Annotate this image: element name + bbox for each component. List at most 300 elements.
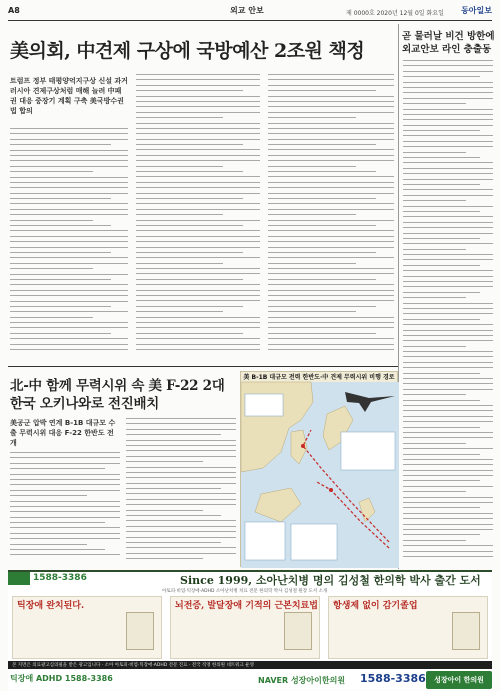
text-line bbox=[403, 157, 480, 158]
text-line bbox=[10, 257, 128, 258]
text-line bbox=[403, 513, 493, 514]
ad-book2-title: 뇌전증, 발달장애 기적의 근본치료법 bbox=[175, 601, 318, 611]
text-line bbox=[403, 270, 493, 271]
text-line bbox=[126, 537, 236, 538]
text-line bbox=[403, 162, 493, 163]
text-line bbox=[403, 130, 480, 131]
text-line bbox=[403, 454, 480, 455]
text-line bbox=[268, 252, 376, 253]
text-line bbox=[136, 290, 260, 291]
text-line bbox=[403, 427, 480, 428]
text-line bbox=[403, 119, 493, 120]
text-line bbox=[10, 527, 120, 528]
flight-route-map bbox=[240, 371, 398, 567]
text-line bbox=[403, 222, 493, 223]
text-line bbox=[10, 133, 128, 134]
text-line bbox=[136, 79, 260, 80]
text-line bbox=[136, 160, 260, 161]
text-line bbox=[268, 139, 394, 140]
text-line bbox=[268, 133, 394, 134]
text-line bbox=[136, 214, 223, 215]
text-line bbox=[10, 344, 128, 345]
text-line bbox=[126, 472, 236, 473]
ad-headline: Since 1999, 소아난치병 명의 김성철 한의학 박사 출간 도서 bbox=[180, 574, 481, 587]
text-line bbox=[268, 257, 394, 258]
text-line bbox=[403, 421, 493, 422]
text-line bbox=[136, 74, 260, 75]
text-line bbox=[403, 281, 493, 282]
text-line bbox=[403, 507, 480, 508]
text-line bbox=[268, 193, 394, 194]
text-line bbox=[10, 533, 120, 534]
text-line bbox=[10, 327, 128, 328]
text-line bbox=[403, 195, 493, 196]
text-line bbox=[10, 463, 120, 464]
text-line bbox=[403, 340, 493, 341]
text-line bbox=[136, 209, 260, 210]
text-line bbox=[268, 160, 394, 161]
text-line bbox=[403, 179, 493, 180]
text-line bbox=[268, 117, 356, 118]
text-line bbox=[268, 123, 394, 124]
map-title: 美 B-1B 대규모 전력 한반도·中 견제 무력시위 비행 경로 bbox=[243, 374, 395, 381]
text-line bbox=[126, 542, 221, 543]
text-line bbox=[126, 515, 221, 516]
text-line bbox=[403, 448, 493, 449]
text-line bbox=[268, 327, 394, 328]
text-line bbox=[10, 333, 111, 334]
text-line bbox=[403, 276, 493, 277]
ad-phone-c: 1588-3386 bbox=[360, 672, 426, 685]
text-line bbox=[268, 85, 394, 86]
column-body bbox=[403, 60, 493, 563]
text-line bbox=[268, 263, 356, 264]
text-line bbox=[10, 203, 128, 204]
text-line bbox=[10, 214, 128, 215]
text-line bbox=[268, 295, 394, 296]
text-line bbox=[10, 474, 120, 475]
text-line bbox=[136, 344, 260, 345]
text-line bbox=[403, 103, 466, 104]
text-line bbox=[10, 182, 128, 183]
text-line bbox=[10, 241, 128, 242]
text-line bbox=[136, 139, 260, 140]
text-line bbox=[403, 416, 493, 417]
text-line bbox=[10, 522, 105, 523]
text-line bbox=[126, 553, 236, 554]
text-line bbox=[136, 182, 260, 183]
text-line bbox=[10, 495, 87, 496]
text-line bbox=[403, 351, 493, 352]
text-line bbox=[136, 327, 260, 328]
book1-cover-image bbox=[126, 612, 154, 650]
ad-footer bbox=[8, 670, 492, 690]
text-line bbox=[136, 230, 260, 231]
text-line bbox=[136, 220, 260, 221]
text-line bbox=[10, 155, 128, 156]
text-line bbox=[268, 317, 394, 318]
text-line bbox=[403, 200, 466, 201]
text-line bbox=[403, 464, 493, 465]
text-line bbox=[403, 114, 493, 115]
issue-info: 제 0000호 2020년 12월 0일 화요일 bbox=[346, 10, 444, 17]
text-line bbox=[403, 529, 493, 530]
ad-book3-title: 항생제 없이 감기졸업 bbox=[333, 601, 418, 611]
text-line bbox=[403, 227, 493, 228]
text-line bbox=[268, 311, 356, 312]
text-line bbox=[268, 322, 394, 323]
text-line bbox=[10, 338, 128, 339]
text-line bbox=[10, 166, 128, 167]
text-line bbox=[126, 429, 236, 430]
text-line bbox=[268, 128, 394, 129]
text-line bbox=[136, 128, 260, 129]
ad-phone-top: 1588-3386 bbox=[33, 573, 87, 583]
text-line bbox=[403, 475, 493, 476]
text-line bbox=[10, 177, 128, 178]
text-line bbox=[126, 461, 203, 462]
text-line bbox=[403, 518, 493, 519]
text-line bbox=[10, 306, 111, 307]
text-line bbox=[268, 187, 394, 188]
text-line bbox=[10, 279, 111, 280]
text-line bbox=[10, 457, 120, 458]
text-line bbox=[403, 141, 493, 142]
text-line bbox=[10, 128, 128, 129]
text-line bbox=[136, 117, 223, 118]
text-line bbox=[10, 225, 111, 226]
article2-subhead: 美공군 압박 연계 B-1B 대규모 수출 무력시위 대응 F-22 한반도 전개 bbox=[10, 419, 116, 447]
page-number: A8 bbox=[8, 6, 20, 15]
text-line bbox=[403, 383, 493, 384]
text-line bbox=[136, 203, 260, 204]
text-line bbox=[403, 556, 493, 557]
text-line bbox=[403, 545, 493, 546]
text-line bbox=[403, 308, 493, 309]
text-line bbox=[403, 152, 466, 153]
text-line bbox=[268, 198, 376, 199]
text-line bbox=[136, 198, 243, 199]
text-line bbox=[10, 554, 120, 555]
ad-badge bbox=[8, 572, 30, 585]
text-line bbox=[126, 423, 236, 424]
ad-search-hint: NAVER 성장아이한의원 bbox=[258, 676, 346, 685]
clinic-logo: 성장아이 한의원 bbox=[426, 671, 492, 689]
book2-cover-image bbox=[284, 612, 312, 650]
text-line bbox=[403, 459, 493, 460]
text-line bbox=[136, 268, 260, 269]
text-line bbox=[10, 301, 128, 302]
text-line bbox=[403, 319, 480, 320]
text-line bbox=[10, 317, 93, 318]
page-header bbox=[8, 4, 492, 18]
text-line bbox=[403, 189, 493, 190]
text-line bbox=[268, 230, 394, 231]
text-line bbox=[136, 106, 260, 107]
text-line bbox=[268, 182, 394, 183]
text-line bbox=[268, 74, 394, 75]
text-line bbox=[403, 502, 493, 503]
text-line bbox=[10, 150, 128, 151]
article1-subhead: 트럼프 정부 태평양억지구상 신설 과거 러시아 견제구상처럼 매해 늘려 中패권 대응 중장기 계획 구축 美국방수권법 합의 bbox=[10, 77, 128, 115]
text-line bbox=[136, 333, 243, 334]
section-name: 외교 안보 bbox=[230, 6, 264, 15]
text-line bbox=[268, 166, 356, 167]
section-rule bbox=[8, 366, 398, 367]
text-line bbox=[403, 480, 480, 481]
text-line bbox=[126, 510, 203, 511]
text-line bbox=[403, 394, 466, 395]
text-line bbox=[403, 146, 493, 147]
text-line bbox=[136, 317, 260, 318]
text-line bbox=[268, 236, 394, 237]
text-line bbox=[403, 437, 493, 438]
text-line bbox=[403, 410, 493, 411]
text-line bbox=[136, 322, 260, 323]
text-line bbox=[403, 98, 493, 99]
ad-subline: 아토피·비염·틱장애·ADHD 소아난치병 치료 전문 한의학 박사 김성철 원장 도서 소개 bbox=[162, 589, 328, 594]
map-graphic bbox=[241, 372, 399, 568]
text-line bbox=[126, 445, 236, 446]
text-line bbox=[403, 259, 493, 260]
text-line bbox=[403, 233, 493, 234]
article1-headline: 美의회, 中견제 구상에 국방예산 2조원 책정 bbox=[10, 40, 365, 62]
text-line bbox=[136, 133, 260, 134]
ad-disclaimer-text: 본 지면은 의료광고심의필을 받은 광고입니다 · 소아 아토피·비염·틱장애·ADHD 전문 진료 · 전국 직영 한의원 네트워크 운영 bbox=[12, 663, 254, 668]
text-line bbox=[403, 389, 493, 390]
text-line bbox=[126, 418, 236, 419]
text-line bbox=[10, 490, 120, 491]
text-line bbox=[10, 511, 120, 512]
text-line bbox=[10, 501, 120, 502]
text-line bbox=[126, 558, 203, 559]
text-line bbox=[403, 324, 493, 325]
text-line bbox=[136, 295, 260, 296]
text-line bbox=[10, 538, 120, 539]
text-line bbox=[136, 349, 260, 350]
text-line bbox=[10, 549, 105, 550]
text-line bbox=[136, 257, 260, 258]
text-line bbox=[268, 101, 394, 102]
text-line bbox=[268, 338, 394, 339]
text-line bbox=[403, 551, 493, 552]
text-line bbox=[10, 236, 128, 237]
text-line bbox=[268, 344, 394, 345]
text-line bbox=[126, 499, 236, 500]
article2-col1 bbox=[10, 452, 120, 565]
text-line bbox=[126, 456, 236, 457]
text-line bbox=[403, 87, 493, 88]
text-line bbox=[10, 144, 111, 145]
text-line bbox=[403, 249, 466, 250]
text-line bbox=[403, 335, 493, 336]
text-line bbox=[403, 135, 493, 136]
text-line bbox=[268, 225, 376, 226]
text-line bbox=[126, 450, 236, 451]
text-line bbox=[403, 216, 493, 217]
text-line bbox=[136, 171, 243, 172]
text-line bbox=[403, 243, 493, 244]
text-line bbox=[403, 432, 493, 433]
text-line bbox=[403, 497, 493, 498]
text-line bbox=[268, 112, 394, 113]
text-line bbox=[136, 85, 260, 86]
text-line bbox=[126, 440, 236, 441]
text-line bbox=[136, 236, 260, 237]
text-line bbox=[403, 211, 480, 212]
text-line bbox=[268, 268, 394, 269]
text-line bbox=[126, 531, 236, 532]
ad-disclaimer-bar bbox=[8, 661, 492, 669]
text-line bbox=[403, 443, 466, 444]
text-line bbox=[268, 333, 376, 334]
text-line bbox=[136, 300, 260, 301]
text-line bbox=[403, 356, 493, 357]
text-line bbox=[268, 214, 356, 215]
text-line bbox=[136, 263, 223, 264]
text-line bbox=[403, 82, 493, 83]
text-line bbox=[403, 378, 493, 379]
book3-cover-image bbox=[452, 612, 480, 650]
text-line bbox=[403, 265, 480, 266]
text-line bbox=[136, 273, 260, 274]
text-line bbox=[403, 71, 493, 72]
text-line bbox=[268, 290, 394, 291]
text-line bbox=[268, 241, 394, 242]
text-line bbox=[136, 166, 223, 167]
text-line bbox=[136, 225, 243, 226]
text-line bbox=[126, 504, 236, 505]
text-line bbox=[268, 300, 394, 301]
text-line bbox=[126, 483, 236, 484]
text-line bbox=[10, 274, 128, 275]
text-line bbox=[10, 295, 128, 296]
text-line bbox=[403, 60, 493, 61]
text-line bbox=[10, 171, 93, 172]
text-line bbox=[268, 284, 394, 285]
text-line bbox=[403, 405, 493, 406]
text-line bbox=[126, 526, 236, 527]
text-line bbox=[10, 544, 87, 545]
text-line bbox=[268, 171, 376, 172]
text-line bbox=[403, 400, 480, 401]
text-line bbox=[403, 313, 493, 314]
text-line bbox=[403, 330, 493, 331]
text-line bbox=[10, 452, 120, 453]
text-line bbox=[136, 279, 243, 280]
text-line bbox=[136, 112, 260, 113]
text-line bbox=[10, 506, 120, 507]
text-line bbox=[10, 322, 128, 323]
text-line bbox=[136, 306, 243, 307]
text-line bbox=[403, 303, 493, 304]
text-line bbox=[136, 311, 223, 312]
text-line bbox=[10, 187, 128, 188]
text-line bbox=[268, 79, 394, 80]
text-line bbox=[136, 284, 260, 285]
text-line bbox=[126, 488, 221, 489]
text-line bbox=[403, 297, 466, 298]
text-line bbox=[136, 252, 243, 253]
text-line bbox=[136, 247, 260, 248]
text-line bbox=[403, 168, 493, 169]
text-line bbox=[403, 92, 493, 93]
text-line bbox=[126, 493, 236, 494]
text-line bbox=[136, 193, 260, 194]
text-line bbox=[268, 90, 376, 91]
text-line bbox=[403, 534, 480, 535]
text-line bbox=[268, 106, 394, 107]
text-line bbox=[10, 209, 128, 210]
text-line bbox=[403, 524, 493, 525]
text-line bbox=[403, 346, 466, 347]
text-line bbox=[403, 486, 493, 487]
text-line bbox=[403, 125, 493, 126]
text-line bbox=[268, 273, 394, 274]
text-line bbox=[10, 484, 120, 485]
article1-col3 bbox=[268, 74, 394, 360]
text-line bbox=[10, 263, 128, 264]
text-line bbox=[403, 184, 480, 185]
text-line bbox=[403, 367, 493, 368]
text-line bbox=[403, 373, 480, 374]
text-line bbox=[10, 139, 128, 140]
text-line bbox=[403, 254, 493, 255]
text-line bbox=[10, 252, 111, 253]
article2-col2 bbox=[126, 418, 236, 565]
text-line bbox=[268, 349, 394, 350]
text-line bbox=[268, 144, 376, 145]
text-line bbox=[403, 491, 466, 492]
ad-phone-a: 틱장애 ADHD 1588-3386 bbox=[10, 674, 113, 683]
text-line bbox=[268, 203, 394, 204]
text-line bbox=[10, 198, 111, 199]
text-line bbox=[268, 96, 394, 97]
text-line bbox=[126, 467, 236, 468]
text-line bbox=[136, 144, 243, 145]
text-line bbox=[10, 290, 128, 291]
text-line bbox=[136, 187, 260, 188]
text-line bbox=[403, 65, 493, 66]
text-line bbox=[268, 279, 376, 280]
text-line bbox=[136, 338, 260, 339]
text-line bbox=[403, 173, 493, 174]
text-line bbox=[10, 284, 128, 285]
header-rule bbox=[8, 20, 492, 21]
text-line bbox=[136, 155, 260, 156]
article1-col1 bbox=[10, 128, 128, 360]
article2-headline: 北-中 함께 무력시위 속 美 F-22 2대 한국 오키나와로 전진배치 bbox=[10, 378, 225, 412]
text-line bbox=[268, 155, 394, 156]
newspaper-brand: 동아일보 bbox=[461, 6, 492, 15]
text-line bbox=[403, 362, 493, 363]
text-line bbox=[268, 220, 394, 221]
text-line bbox=[10, 230, 128, 231]
text-line bbox=[10, 479, 120, 480]
column-headline: 곧 물러날 비건 방한에 외교안보 라인 충출동 bbox=[402, 31, 495, 55]
text-line bbox=[403, 470, 493, 471]
text-line bbox=[403, 286, 493, 287]
text-line bbox=[268, 306, 376, 307]
text-line bbox=[136, 241, 260, 242]
text-line bbox=[403, 76, 480, 77]
text-line bbox=[403, 238, 480, 239]
text-line bbox=[10, 247, 128, 248]
text-line bbox=[10, 517, 120, 518]
text-line bbox=[136, 149, 260, 150]
text-line bbox=[10, 268, 93, 269]
text-line bbox=[126, 477, 236, 478]
